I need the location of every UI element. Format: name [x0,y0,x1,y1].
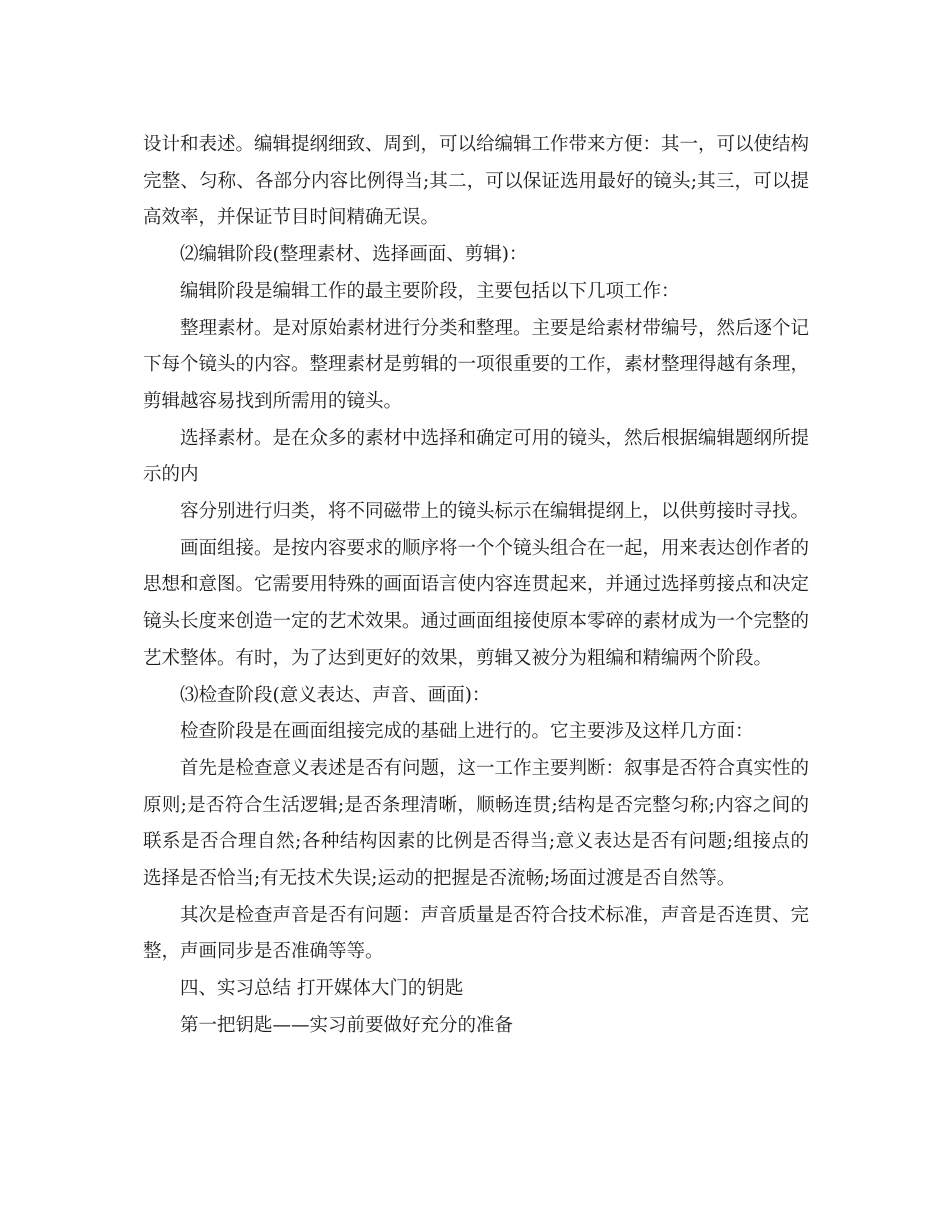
paragraph: 选择素材。是在众多的素材中选择和确定可用的镜头，然后根据编辑题纲所提示的内 [143,427,810,486]
section-heading: ⑵编辑阶段(整理素材、选择画面、剪辑)： [180,244,528,266]
paragraph: 其次是检查声音是否有问题：声音质量是否符合技术标准，声音是否连贯、完整，声画同步是否准确等等。 [143,904,810,963]
section-heading: 第一把钥匙——实习前要做好充分的准备 [180,1014,514,1036]
paragraph: 容分别进行归类，将不同磁带上的镜头标示在编辑提纲上，以供剪接时寻找。 [180,501,810,523]
paragraph: 编辑阶段是编辑工作的最主要阶段，主要包括以下几项工作： [180,280,680,302]
paragraph: 首先是检查意义表述是否有问题，这一工作主要判断：叙事是否符合真实性的原则;是否符合生活逻辑;是否条理清晰，顺畅连贯;结构是否完整匀称;内容之间的联系是否合理自然;各种结构因素的比例是否得当;意义表达是否有问题;组接点的选择是否恰当;有无技术失误;运动的把握是否流畅;场面过渡是否自然等。 [143,757,810,890]
document-body [143,127,809,1045]
paragraph: 整理素材。是对原始素材进行分类和整理。主要是给素材带编号，然后逐个记下每个镜头的内容。整理素材是剪辑的一项很重要的工作，素材整理得越有条理，剪辑越容易找到所需用的镜头。 [143,317,810,412]
section-heading: 四、实习总结 打开媒体大门的钥匙 [180,978,464,1000]
paragraph: 画面组接。是按内容要求的顺序将一个个镜头组合在一起，用来表达创作者的思想和意图。它需要用特殊的画面语言使内容连贯起来，并通过选择剪接点和决定镜头长度来创造一定的艺术效果。通过画面组接使原本零碎的素材成为一个完整的艺术整体。有时，为了达到更好的效果，剪辑又被分为粗编和精编两个阶段。 [143,537,810,669]
section-heading: ⑶检查阶段(意义表达、声音、画面)： [180,684,491,706]
paragraph: 检查阶段是在画面组接完成的基础上进行的。它主要涉及这样几方面： [180,721,754,743]
paragraph: 设计和表述。编辑提纲细致、周到，可以给编辑工作带来方便：其一，可以使结构完整、匀称、各部分内容比例得当;其二，可以保证选用最好的镜头;其三，可以提高效率，并保证节目时间精确无误。 [143,134,810,229]
